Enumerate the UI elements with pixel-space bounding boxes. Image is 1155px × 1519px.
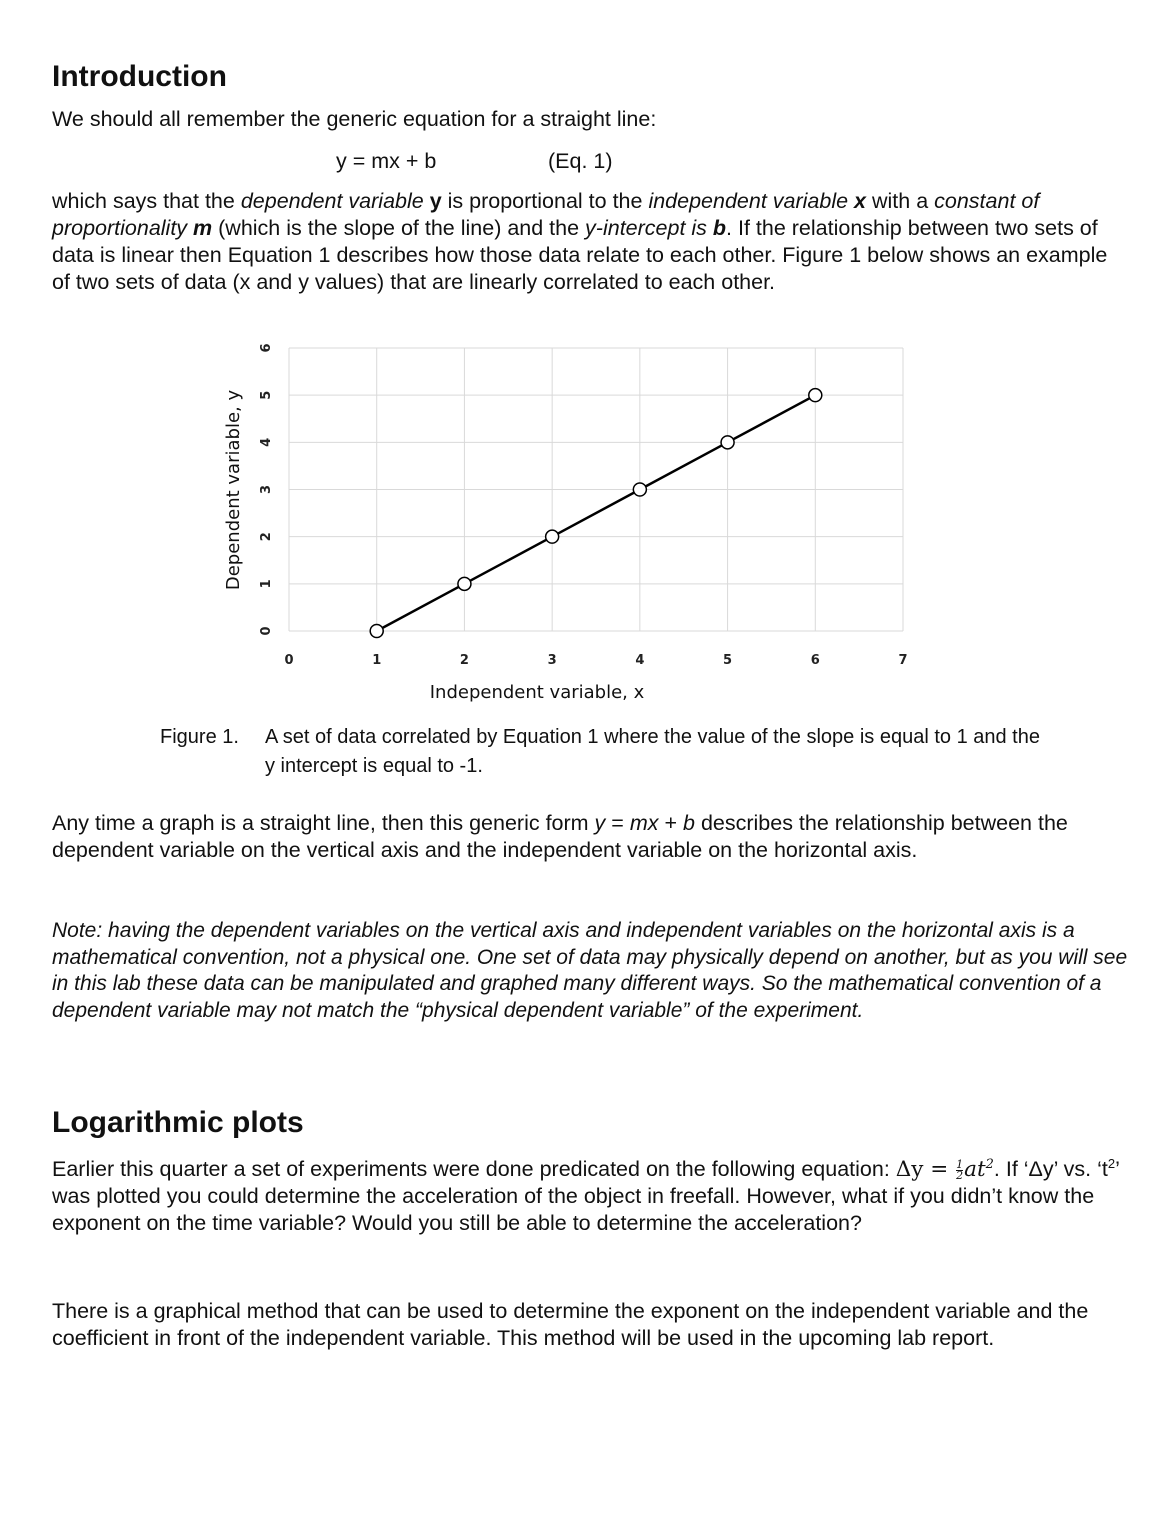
x-axis-label: Independent variable, x [429,682,645,703]
y-tick-label: 4 [259,437,274,447]
x-tick-label: 3 [547,653,557,668]
x-tick-label: 2 [459,653,469,668]
x-tick-label: 1 [372,653,382,668]
intro-lead: We should all remember the generic equation for a straight line: [52,107,657,131]
x-tick-label: 4 [635,653,645,668]
series-line [377,395,816,631]
x-tick-label: 6 [810,653,820,668]
data-point [458,577,471,590]
y-tick-label: 0 [259,626,274,636]
half-fraction: $\frac{1}{2}$ [956,1157,964,1182]
intro-paragraph: which says that the dependent variable y is proportional to the independent variable x with a constant of proportionality m (which is the slope of the line) and the y-intercept is b. If the relationship between two sets of data is linear then Equation 1 describes how those data relate to each other. Figure 1 below shows an example of two sets of data (x and y values) that are linearly correlated to each other. [52,189,1108,294]
log-paragraph-2: There is a graphical method that can be used to determine the exponent on the independent variable and the coefficient in front of the independent variable. This method will be used in the upcoming lab report. [52,1299,1089,1350]
y-tick-label: 3 [259,484,274,495]
y-tick-label: 2 [259,532,274,542]
note-paragraph: Note: having the dependent variables on the vertical axis and independent variables on the horizontal axis is a mathematical convention, not a physical one. One set of data may physically depend on another, but as you will see in this lab these data can be manipulated and graphed many different ways. So the mathematical convention of a dependent variable may not match the “physical dependent variable” of the experiment. [52,919,1128,1022]
figure-caption-text: A set of data correlated by Equation 1 where the value of the slope is equal to 1 and the y intercept is equal to -1. [265,726,1040,777]
log-paragraph-1: Earlier this quarter a set of experiments were done predicated on the following equation: Δy = $\frac{1}{2}$ $at^2$. If ‘Δy’ vs. ‘$t^2$’ was plotted you could determine the acceleration of the object in freefall. However, what if you didn’t know the exponent on the time variable? Would you still be able to determine the acceleration? [52,1156,1120,1236]
intro-heading: Introduction [52,60,227,93]
figure-1-chart [205,330,925,710]
y-tick-label: 1 [259,579,274,589]
data-point [546,530,559,543]
x-tick-label: 7 [898,653,908,668]
y-tick-label: 6 [259,343,274,353]
log-heading: Logarithmic plots [52,1106,304,1139]
y-tick-label: 5 [259,390,274,400]
x-tick-label: 5 [723,653,733,668]
data-point [633,483,646,496]
data-point [721,436,734,449]
data-point [809,389,822,402]
figure-caption-label: Figure 1. [160,726,239,748]
x-tick-label: 0 [284,653,294,668]
freefall-equation: Δy = $\frac{1}{2}$ $at^2$ [895,1157,994,1183]
y-axis-label: Dependent variable, y [223,389,244,591]
equation-1: y = mx + b [336,149,437,173]
equation-label: (Eq. 1) [548,149,613,173]
straight-line-paragraph: Any time a graph is a straight line, then this generic form y = mx + b describes the relationship between the dependent variable on the vertical axis and the independent variable on the horizontal axis. [52,811,1068,862]
data-point [370,625,383,638]
